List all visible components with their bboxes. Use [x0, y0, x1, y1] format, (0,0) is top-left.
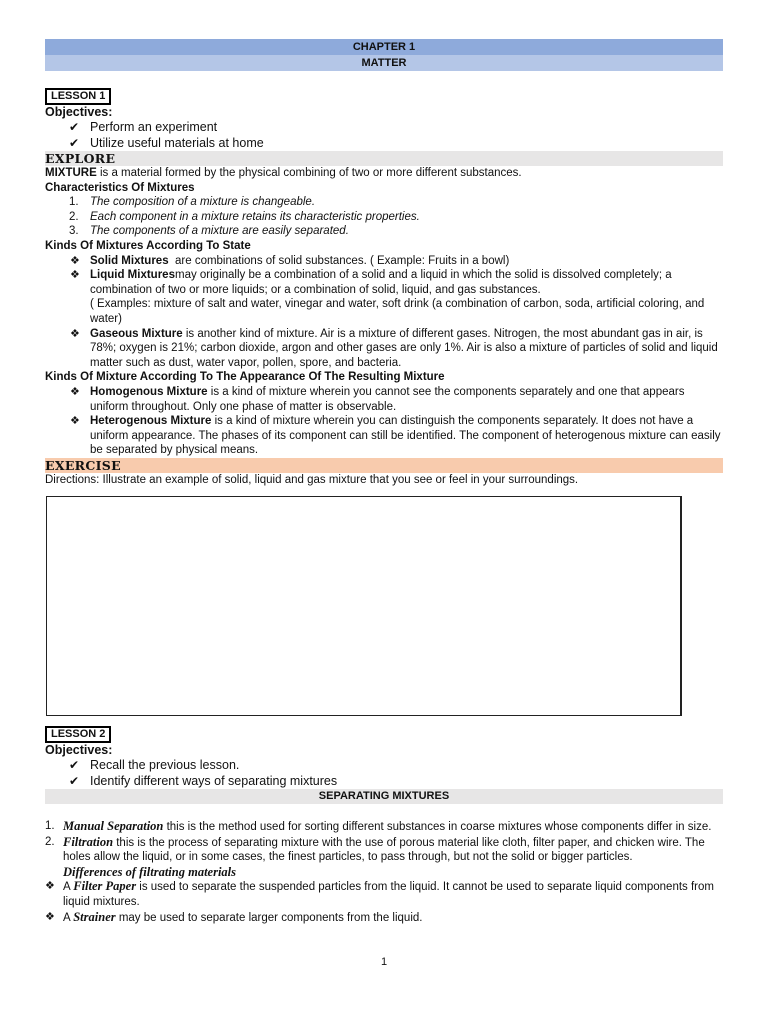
list-item: ❖ Liquid Mixturesmay originally be a combination of a solid and a liquid in which the solid is dissolved completely; a combination of two or more liquids; or a combination of solid, liquid, and gas substances. ( Examples: mixture of salt and water, vinegar and water, soft drink (a combination of carbon, soda, artificial coloring, and water): [70, 269, 705, 325]
explore-heading: EXPLORE: [45, 151, 723, 166]
list-item: ❖ Gaseous Mixture is another kind of mixture. Air is a mixture of different gases. Nitrogen, the most abundant gas in air, is 78%; oxygen is 21%; carbon dioxide, argon and other gases are only 1%. Air is also a mixture of particles of solid and liquid matter such as dust, water vapor, pollen, spore, and bacteria.: [70, 327, 718, 369]
four-diamond-bullet-icon: ❖: [70, 269, 80, 282]
list-item: 3. The components of a mixture are easily separated.: [69, 225, 349, 238]
list-item: ✔ Recall the previous lesson.: [69, 758, 240, 772]
document-page: [45, 39, 723, 924]
four-diamond-bullet-icon: ❖: [45, 910, 55, 923]
separating-mixtures-heading: SEPARATING MIXTURES: [45, 789, 723, 804]
list-item: 2. Each component in a mixture retains its characteristic properties.: [69, 210, 420, 223]
list-item: ❖ Heterogenous Mixture is a kind of mixture wherein you can distinguish the components separately. It does not have a uniform appearance. The phases of its component can still be identified. The component of heterogenous mixture can easily be separated by physical means.: [70, 415, 721, 457]
kinds-by-appearance-list: [45, 385, 723, 458]
lesson-1-objectives: [45, 119, 723, 151]
chapter-heading: CHAPTER 1: [45, 39, 723, 55]
list-item: ✔ Utilize useful materials at home: [69, 136, 264, 150]
lesson-1-tag: LESSON 1: [45, 88, 111, 105]
exercise-heading: EXERCISE: [45, 458, 723, 473]
checkmark-icon: ✔: [69, 758, 80, 772]
characteristics-heading: Characteristics Of Mixtures: [45, 181, 195, 194]
lesson-2-tag: LESSON 2: [45, 726, 111, 743]
separation-methods-list: [45, 819, 723, 865]
four-diamond-bullet-icon: ❖: [45, 880, 55, 893]
list-item: ❖ Solid Mixtures are combinations of solid substances. ( Example: Fruits in a bowl): [70, 254, 510, 267]
lesson-2-objectives: [45, 757, 723, 789]
list-item: ❖ Homogenous Mixture is a kind of mixture wherein you cannot see the components separately and one that appears uniform throughout. Only one phase of matter is observable.: [70, 385, 685, 413]
illustration-answer-box[interactable]: [46, 496, 682, 716]
filtrating-materials-heading: Differences of filtrating materials: [63, 864, 237, 879]
list-item: ❖ A Strainer may be used to separate larger components from the liquid.: [45, 909, 423, 924]
exercise-directions: Directions: Illustrate an example of solid, liquid and gas mixture that you see or feel in your surroundings.: [45, 473, 579, 486]
page-number: 1: [380, 956, 388, 968]
list-item: ✔ Perform an experiment: [69, 120, 218, 134]
kinds-by-state-heading: Kinds Of Mixtures According To State: [45, 239, 251, 252]
list-item: 2. Filtration this is the process of separating mixture with the use of porous material like cloth, filter paper, and chicken wire. The holes allow the liquid, or in some cases, the finest particles, to pass through, but not the solid or bigger particles.: [45, 834, 705, 864]
lesson-2-section: [45, 726, 723, 925]
kinds-by-appearance-heading: Kinds Of Mixture According To The Appearance Of The Resulting Mixture: [45, 371, 445, 384]
lesson-1-objectives-label: Objectives:: [45, 105, 113, 119]
checkmark-icon: ✔: [69, 120, 80, 134]
checkmark-icon: ✔: [69, 774, 80, 788]
four-diamond-bullet-icon: ❖: [70, 254, 80, 267]
filtrating-materials-list: [45, 879, 723, 925]
checkmark-icon: ✔: [69, 136, 80, 150]
list-item: ✔ Identify different ways of separating mixtures: [69, 774, 338, 788]
four-diamond-bullet-icon: ❖: [70, 415, 80, 428]
list-item: 1. The composition of a mixture is changeable.: [69, 196, 316, 209]
four-diamond-bullet-icon: ❖: [70, 327, 80, 340]
characteristics-list: [45, 195, 723, 239]
lesson-2-objectives-label: Objectives:: [45, 743, 113, 757]
list-item: 1. Manual Separation this is the method used for sorting different substances in coarse mixtures whose components differ in size.: [45, 819, 712, 833]
mixture-definition: MIXTURE is a material formed by the physical combining of two or more different substances.: [45, 167, 522, 179]
kinds-by-state-list: [45, 254, 723, 371]
four-diamond-bullet-icon: ❖: [70, 385, 80, 398]
list-item: ❖ A Filter Paper is used to separate the suspended particles from the liquid. It cannot be used to separate liquid components from liquid mixtures.: [45, 879, 714, 908]
chapter-title: MATTER: [45, 55, 723, 71]
